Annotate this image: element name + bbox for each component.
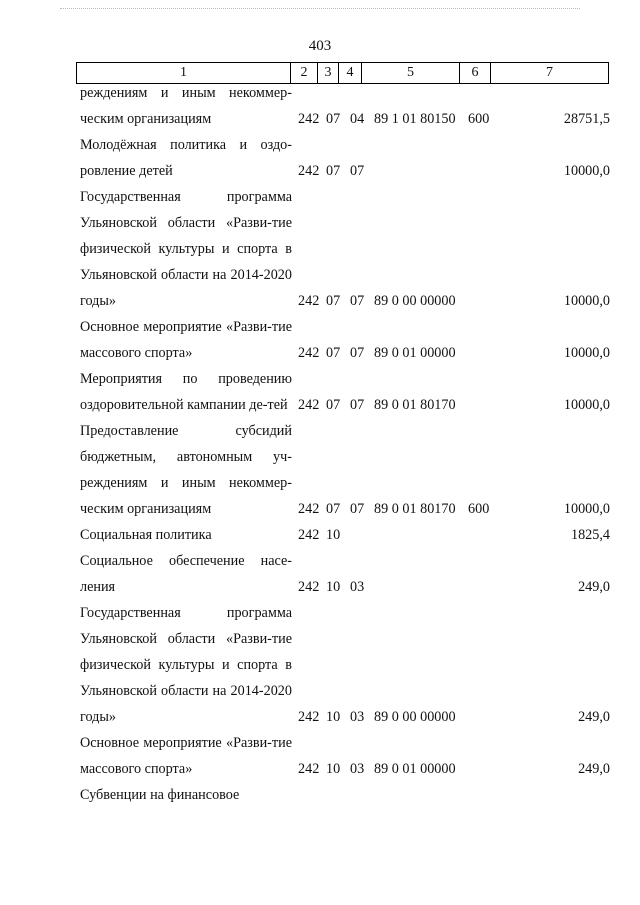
amount: 10000,0 [563, 293, 610, 309]
target-article-code: 89 0 01 00000 [374, 345, 456, 361]
scan-artifact-line [60, 8, 580, 11]
subsection-code: 07 [350, 345, 365, 361]
target-article-code: 89 0 00 00000 [374, 709, 456, 725]
amount: 1825,4 [570, 527, 610, 543]
amount: 10000,0 [563, 163, 610, 179]
subsection-code: 07 [350, 397, 365, 413]
row-description: Основное мероприятие «Разви-тие массового спорта» [80, 319, 292, 361]
table-row [0, 548, 640, 600]
admin-code: 242 [298, 397, 320, 413]
amount: 10000,0 [563, 501, 610, 517]
row-description: Государственная программа Ульяновской области «Разви-тие физической культуры и спорта в Ульяновской области на 2014-2020 годы» [80, 605, 292, 725]
expense-type-code: 600 [468, 111, 490, 127]
row-codes [0, 288, 640, 314]
table-row [0, 80, 640, 132]
row-codes [0, 782, 640, 808]
column-header-5: 5 [362, 63, 460, 84]
row-description: Молодёжная политика и оздо-ровление детей [80, 137, 292, 179]
row-codes [0, 392, 640, 418]
table-row [0, 418, 640, 522]
subsection-code: 03 [350, 709, 365, 725]
subsection-code: 04 [350, 111, 365, 127]
section-code: 10 [326, 761, 341, 777]
admin-code: 242 [298, 501, 320, 517]
section-code: 07 [326, 111, 341, 127]
column-header-6: 6 [460, 63, 491, 84]
table-row [0, 184, 640, 314]
amount: 10000,0 [563, 397, 610, 413]
budget-rows [0, 80, 640, 808]
amount: 10000,0 [563, 345, 610, 361]
section-code: 10 [326, 709, 341, 725]
column-header-4: 4 [339, 63, 362, 84]
target-article-code: 89 0 01 80170 [374, 501, 456, 517]
row-description: Предоставление субсидий бюджетным, автономным уч-реждениям и иным некоммер-ческим организациям [80, 423, 292, 517]
row-description: Основное мероприятие «Разви-тие массового спорта» [80, 735, 292, 777]
row-description: Субвенции на финансовое [80, 787, 240, 803]
row-description: Государственная программа Ульяновской области «Разви-тие физической культуры и спорта в Ульяновской области на 2014-2020 годы» [80, 189, 292, 309]
row-description: Социальная политика [80, 527, 212, 543]
row-codes [0, 574, 640, 600]
amount: 249,0 [578, 579, 610, 595]
subsection-code: 07 [350, 163, 365, 179]
expense-type-code: 600 [468, 501, 490, 517]
row-description: реждениям и иным некоммер-ческим организациям [80, 85, 292, 127]
column-header-2: 2 [291, 63, 318, 84]
subsection-code: 07 [350, 293, 365, 309]
table-row [0, 522, 640, 548]
column-header-1: 1 [77, 63, 291, 84]
row-codes [0, 496, 640, 522]
column-header-7: 7 [491, 63, 609, 84]
admin-code: 242 [298, 579, 320, 595]
row-codes [0, 756, 640, 782]
section-code: 10 [326, 579, 341, 595]
section-code: 07 [326, 397, 341, 413]
admin-code: 242 [298, 345, 320, 361]
table-row [0, 730, 640, 782]
admin-code: 242 [298, 761, 320, 777]
subsection-code: 07 [350, 501, 365, 517]
row-codes [0, 158, 640, 184]
subsection-code: 03 [350, 579, 365, 595]
section-code: 07 [326, 501, 341, 517]
admin-code: 242 [298, 527, 320, 543]
table-row [0, 600, 640, 730]
table-row [0, 132, 640, 184]
amount: 249,0 [578, 761, 610, 777]
section-code: 07 [326, 345, 341, 361]
subsection-code: 03 [350, 761, 365, 777]
row-codes [0, 106, 640, 132]
column-header-3: 3 [318, 63, 339, 84]
admin-code: 242 [298, 709, 320, 725]
row-codes [0, 340, 640, 366]
page-number: 403 [308, 38, 332, 54]
target-article-code: 89 0 01 80170 [374, 397, 456, 413]
section-code: 07 [326, 293, 341, 309]
target-article-code: 89 0 01 00000 [374, 761, 456, 777]
amount: 249,0 [578, 709, 610, 725]
table-row [0, 782, 640, 808]
section-code: 07 [326, 163, 341, 179]
amount: 28751,5 [563, 111, 610, 127]
row-description: Социальное обеспечение насе-ления [80, 553, 292, 595]
section-code: 10 [326, 527, 341, 543]
admin-code: 242 [298, 293, 320, 309]
row-codes [0, 704, 640, 730]
target-article-code: 89 0 00 00000 [374, 293, 456, 309]
row-description: Мероприятия по проведению оздоровительной кампании де-тей [80, 371, 292, 413]
table-row [0, 366, 640, 418]
admin-code: 242 [298, 111, 320, 127]
target-article-code: 89 1 01 80150 [374, 111, 456, 127]
admin-code: 242 [298, 163, 320, 179]
row-codes [0, 522, 640, 548]
table-row [0, 314, 640, 366]
